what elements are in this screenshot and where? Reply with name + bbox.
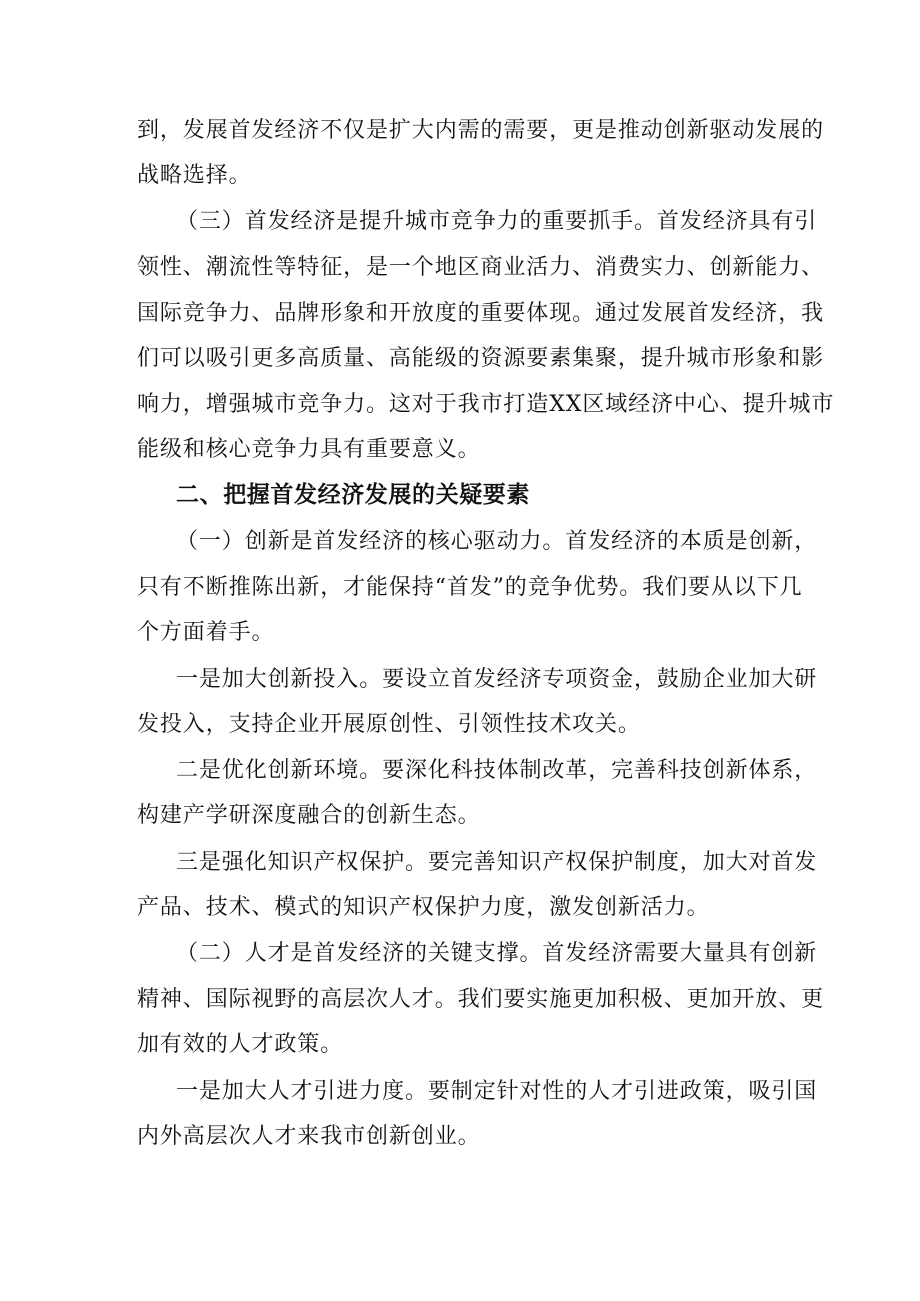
paragraph-line: 个方面着手。 <box>137 620 275 645</box>
paragraph-line: 战略选择。 <box>137 163 252 188</box>
paragraph-line: 领性、潮流性等特征，是一个地区商业活力、消费实力、创新能力、 <box>137 255 825 280</box>
paragraph-line: 响力，增强城市竞争力。这对于我市打造XX区域经济中心、提升城市 <box>137 392 835 417</box>
paragraph-line: （一）创新是首发经济的核心驱动力。首发经济的本质是创新， <box>176 529 818 554</box>
paragraph-line: 构建产学研深度融合的创新生态。 <box>137 803 481 828</box>
paragraph-line: 精神、国际视野的高层次人才。我们要实施更加积极、更加开放、更 <box>137 987 825 1012</box>
paragraph-line: 国际竞争力、品牌形象和开放度的重要体现。通过发展首发经济，我 <box>137 301 825 326</box>
paragraph-line: 一是加大创新投入。要设立首发经济专项资金，鼓励企业加大研 <box>176 667 818 692</box>
paragraph-line: 到，发展首发经济不仅是扩大内需的需要，更是推动创新驱动发展的 <box>137 118 825 143</box>
paragraph-line: （二）人才是首发经济的关键支撑。首发经济需要大量具有创新 <box>176 941 818 966</box>
section-heading: 二、把握首发经济发展的关疑要素 <box>176 482 530 508</box>
paragraph-line: 三是强化知识产权保护。要完善知识产权保护制度，加大对首发 <box>176 850 818 875</box>
paragraph-line: 发投入，支持企业开展原创性、引领性技术攻关。 <box>137 712 641 737</box>
paragraph-line: 们可以吸引更多高质量、高能级的资源要素集聚，提升城市形象和影 <box>137 346 825 371</box>
paragraph-line: 一是加大人才引进力度。要制定针对性的人才引进政策，吸引国 <box>176 1079 818 1104</box>
paragraph-line: 二是优化创新环境。要深化科技体制改革，完善科技创新体系， <box>176 758 818 783</box>
paragraph-line: 能级和核心竞争力具有重要意义。 <box>137 437 481 462</box>
paragraph-line: 内外高层次人才来我市创新创业。 <box>137 1124 481 1149</box>
paragraph-line: 只有不断推陈出新，才能保持“首发”的竞争优势。我们要从以下几 <box>137 575 803 600</box>
paragraph-line: （三）首发经济是提升城市竞争力的重要抓手。首发经济具有引 <box>176 209 818 234</box>
paragraph-line: 产品、技术、模式的知识产权保护力度，激发创新活力。 <box>137 895 710 920</box>
paragraph-line: 加有效的人才政策。 <box>137 1032 344 1057</box>
